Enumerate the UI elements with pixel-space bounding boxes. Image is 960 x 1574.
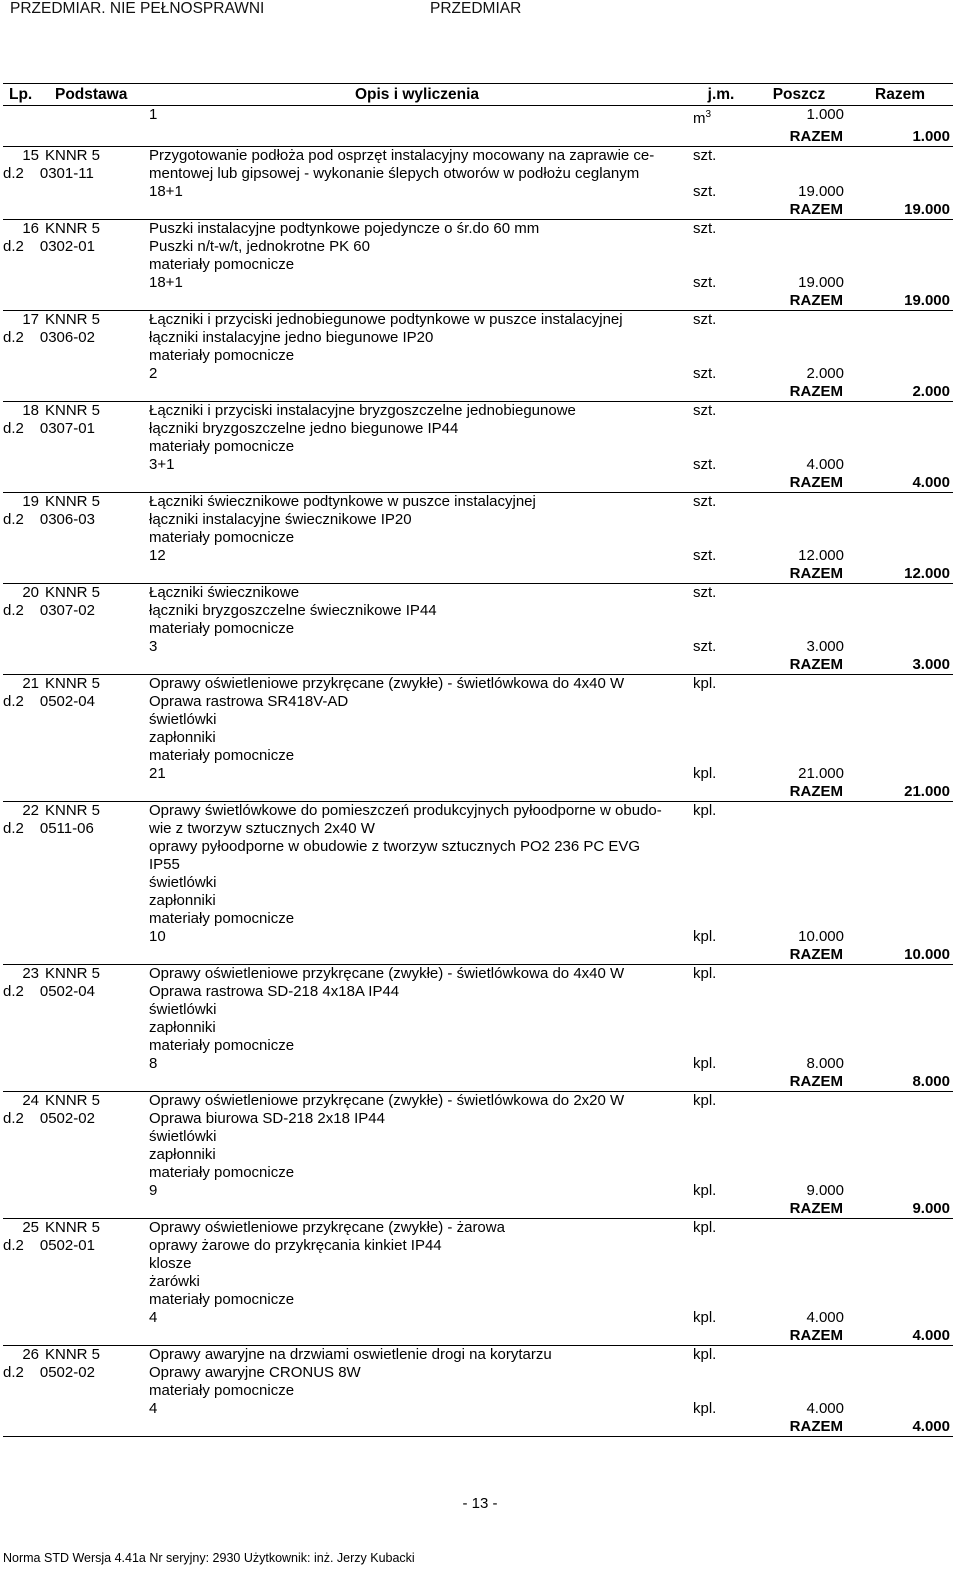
item-description: Oprawy awaryjne CRONUS 8W	[149, 1364, 361, 1381]
item-description: Oprawy świetlówkowe do pomieszczeń produkcyjnych pyłoodporne w obudo-	[149, 802, 662, 819]
item-total-row	[3, 383, 953, 402]
razem-value: 4.000	[847, 1327, 953, 1346]
item-basis: KNNR 5	[45, 147, 101, 164]
item-formula: 9	[149, 1182, 158, 1199]
item-basis: KNNR 5	[45, 1092, 101, 1109]
item-calc-row	[3, 765, 953, 783]
item-calc-value: 21.000	[798, 765, 844, 782]
item-row	[3, 675, 953, 694]
item-unit: szt.	[693, 311, 717, 328]
item-calc-value: 12.000	[798, 547, 844, 564]
item-basis	[3, 1364, 143, 1382]
item-calc-value: 3.000	[806, 638, 844, 655]
item-description: materiały pomocnicze	[149, 529, 295, 546]
carryover-formula: 1	[149, 106, 158, 123]
razem-label: RAZEM	[751, 383, 847, 402]
table-header-row	[3, 84, 953, 106]
item-description: Oprawy awaryjne na drzwiami oswietlenie drogi na korytarzu	[149, 1346, 552, 1363]
item-description: materiały pomocnicze	[149, 1382, 295, 1399]
item-unit: szt.	[693, 402, 717, 419]
razem-value: 3.000	[847, 656, 953, 675]
item-row	[3, 802, 953, 821]
item-calc-unit: szt.	[693, 456, 717, 473]
item-total-row	[3, 946, 953, 965]
page-number: - 13 -	[462, 1495, 498, 1512]
item-calc-unit: kpl.	[693, 928, 717, 945]
item-basis: KNNR 5	[45, 493, 101, 510]
col-podstawa: Podstawa	[43, 84, 143, 106]
item-description: zapłonniki	[149, 729, 216, 746]
item-desc-row	[3, 347, 953, 365]
item-total-row	[3, 1200, 953, 1219]
item-calc-row	[3, 1400, 953, 1418]
item-description: oprawy pyłoodporne w obudowie z tworzyw sztucznych PO2 236 PC EVG	[149, 838, 641, 855]
item-desc-row	[3, 1364, 953, 1382]
item-description: Łączniki i przyciski instalacyjne bryzgoszczelne jednobiegunowe	[149, 402, 576, 419]
item-description: materiały pomocnicze	[149, 1164, 295, 1181]
item-desc-row	[3, 1128, 953, 1146]
razem-value: 19.000	[847, 292, 953, 311]
document-subtitle: PRZEDMIAR	[430, 0, 522, 17]
item-desc-row	[3, 438, 953, 456]
item-desc-row	[3, 1273, 953, 1291]
item-lp: 25	[22, 1219, 39, 1236]
item-description: zapłonniki	[149, 1146, 216, 1163]
item-description: świetlówki	[149, 1128, 217, 1145]
item-calc-row	[3, 183, 953, 201]
item-description: materiały pomocnicze	[149, 256, 295, 273]
item-calc-value: 4.000	[806, 1309, 844, 1326]
item-total-row	[3, 474, 953, 493]
item-description: żarówki	[149, 1273, 200, 1290]
item-lp: 15	[22, 147, 39, 164]
item-basis	[3, 329, 143, 347]
item-desc-row	[3, 420, 953, 438]
item-calc-value: 4.000	[806, 456, 844, 473]
item-calc-row	[3, 274, 953, 292]
basis-code: 0307-02	[39, 602, 95, 619]
footer-note: Norma STD Wersja 4.41a Nr seryjny: 2930 Użytkownik: inż. Jerzy Kubacki	[3, 1551, 415, 1565]
item-lp: 18	[22, 402, 39, 419]
item-total-row	[3, 292, 953, 311]
item-basis: KNNR 5	[45, 402, 101, 419]
item-total-row	[3, 1073, 953, 1092]
item-row	[3, 1219, 953, 1238]
item-basis	[3, 820, 143, 838]
item-basis	[3, 602, 143, 620]
item-calc-value: 8.000	[806, 1055, 844, 1072]
item-basis: KNNR 5	[45, 675, 101, 692]
unit-exponent: 3	[705, 109, 712, 120]
item-desc-row	[3, 165, 953, 183]
razem-label: RAZEM	[751, 565, 847, 584]
item-description: klosze	[149, 1255, 192, 1272]
item-calc-unit: kpl.	[693, 1309, 717, 1326]
item-description: Puszki n/t-w/t, jednokrotne PK 60	[149, 238, 370, 255]
item-lp: 16	[22, 220, 39, 237]
razem-label: RAZEM	[751, 1327, 847, 1346]
item-description: materiały pomocnicze	[149, 1037, 295, 1054]
item-desc-row	[3, 983, 953, 1001]
item-description: materiały pomocnicze	[149, 1291, 295, 1308]
item-desc-row	[3, 747, 953, 765]
item-formula: 10	[149, 928, 166, 945]
basis-code: 0502-04	[39, 983, 95, 1000]
item-desc-row	[3, 856, 953, 874]
item-lp: 17	[22, 311, 39, 328]
col-jm: j.m.	[691, 84, 751, 106]
item-unit: kpl.	[693, 965, 717, 982]
item-basis	[3, 420, 143, 438]
carryover-row	[3, 106, 953, 129]
razem-label: RAZEM	[751, 656, 847, 675]
item-total-row	[3, 1418, 953, 1437]
item-formula: 18+1	[149, 183, 183, 200]
item-description: Oprawa biurowa SD-218 2x18 IP44	[149, 1110, 385, 1127]
item-description: Puszki instalacyjne podtynkowe pojedyncze o śr.do 60 mm	[149, 220, 540, 237]
item-total-row	[3, 1327, 953, 1346]
col-opis: Opis i wyliczenia	[143, 84, 691, 106]
item-desc-row	[3, 329, 953, 347]
basis-chapter: d.2	[3, 238, 24, 255]
item-formula: 8	[149, 1055, 158, 1072]
item-desc-row	[3, 256, 953, 274]
item-calc-value: 4.000	[806, 1400, 844, 1417]
item-description: materiały pomocnicze	[149, 747, 295, 764]
item-unit: kpl.	[693, 1346, 717, 1363]
basis-code: 0502-02	[39, 1110, 95, 1127]
item-basis: KNNR 5	[45, 311, 101, 328]
item-calc-row	[3, 1309, 953, 1327]
item-desc-row	[3, 511, 953, 529]
razem-value: 8.000	[847, 1073, 953, 1092]
item-basis	[3, 983, 143, 1001]
razem-value: 10.000	[847, 946, 953, 965]
item-desc-row	[3, 1146, 953, 1164]
item-basis	[3, 238, 143, 256]
item-desc-row	[3, 529, 953, 547]
item-desc-row	[3, 1237, 953, 1255]
razem-value: 2.000	[847, 383, 953, 402]
razem-value: 4.000	[847, 474, 953, 493]
item-desc-row	[3, 693, 953, 711]
item-basis	[3, 1110, 143, 1128]
basis-chapter: d.2	[3, 983, 24, 1000]
item-description: Oprawy oświetleniowe przykręcane (zwykłe) - żarowa	[149, 1219, 505, 1236]
razem-label: RAZEM	[751, 474, 847, 493]
item-calc-row	[3, 365, 953, 383]
item-description: materiały pomocnicze	[149, 438, 295, 455]
item-description: materiały pomocnicze	[149, 347, 295, 364]
basis-chapter: d.2	[3, 1237, 24, 1254]
item-calc-unit: szt.	[693, 365, 717, 382]
item-formula: 21	[149, 765, 166, 782]
item-description: Oprawa rastrowa SR418V-AD	[149, 693, 349, 710]
item-calc-value: 19.000	[798, 274, 844, 291]
item-lp: 21	[22, 675, 39, 692]
basis-chapter: d.2	[3, 329, 24, 346]
carryover-unit-text: $m^3$	[693, 109, 712, 127]
basis-code: 0301-11	[39, 165, 94, 182]
item-basis: KNNR 5	[45, 1219, 101, 1236]
item-formula: 4	[149, 1309, 158, 1326]
basis-chapter: d.2	[3, 1364, 24, 1381]
item-desc-row	[3, 1382, 953, 1400]
item-formula: 3	[149, 638, 158, 655]
razem-value: 12.000	[847, 565, 953, 584]
item-description: łączniki instalacyjne jedno biegunowe IP20	[149, 329, 434, 346]
item-row	[3, 311, 953, 330]
item-description: świetlówki	[149, 1001, 217, 1018]
basis-chapter: d.2	[3, 420, 24, 437]
razem-label: RAZEM	[751, 783, 847, 802]
item-formula: 18+1	[149, 274, 183, 291]
razem-label: RAZEM	[751, 292, 847, 311]
item-row	[3, 1092, 953, 1111]
item-row	[3, 147, 953, 166]
item-description: łączniki bryzgoszczelne jedno biegunowe IP44	[149, 420, 459, 437]
basis-code: 0306-03	[39, 511, 95, 528]
item-basis: KNNR 5	[45, 965, 101, 982]
basis-code: 0502-02	[39, 1364, 95, 1381]
basis-chapter: d.2	[3, 1110, 24, 1127]
basis-code: 0511-06	[39, 820, 94, 837]
item-desc-row	[3, 1037, 953, 1055]
item-calc-unit: szt.	[693, 274, 717, 291]
item-desc-row	[3, 1164, 953, 1182]
item-unit: szt.	[693, 220, 717, 237]
item-desc-row	[3, 910, 953, 928]
item-calc-unit: kpl.	[693, 1055, 717, 1072]
item-row	[3, 584, 953, 603]
razem-value: 1.000	[847, 128, 953, 147]
item-unit: szt.	[693, 493, 717, 510]
item-calc-row	[3, 1182, 953, 1200]
item-basis: KNNR 5	[45, 1346, 101, 1363]
item-description: łączniki bryzgoszczelne świecznikowe IP44	[149, 602, 437, 619]
item-description: materiały pomocnicze	[149, 620, 295, 637]
item-desc-row	[3, 892, 953, 910]
table-body	[3, 106, 953, 1437]
estimate-table	[3, 83, 953, 1437]
item-unit: kpl.	[693, 675, 717, 692]
document-title: PRZEDMIAR. NIE PEŁNOSPRAWNI	[10, 0, 265, 17]
col-poszcz: Poszcz	[751, 84, 847, 106]
item-total-row	[3, 201, 953, 220]
basis-chapter: d.2	[3, 602, 24, 619]
item-calc-unit: kpl.	[693, 1400, 717, 1417]
item-calc-unit: szt.	[693, 638, 717, 655]
item-description: łączniki instalacyjne świecznikowe IP20	[149, 511, 412, 528]
item-row	[3, 402, 953, 421]
item-lp: 26	[22, 1346, 39, 1363]
item-row	[3, 220, 953, 239]
item-lp: 19	[22, 493, 39, 510]
item-description: zapłonniki	[149, 1019, 216, 1036]
item-formula: 3+1	[149, 456, 175, 473]
col-razem: Razem	[847, 84, 953, 106]
carryover-total-row	[3, 128, 953, 147]
item-formula: 2	[149, 365, 158, 382]
item-calc-row	[3, 547, 953, 565]
item-desc-row	[3, 620, 953, 638]
item-description: Łączniki i przyciski jednobiegunowe podtynkowe w puszce instalacyjnej	[149, 311, 623, 328]
razem-label: RAZEM	[751, 128, 847, 147]
item-unit: kpl.	[693, 1219, 717, 1236]
item-calc-unit: szt.	[693, 183, 717, 200]
item-basis	[3, 511, 143, 529]
item-desc-row	[3, 602, 953, 620]
item-basis: KNNR 5	[45, 584, 101, 601]
razem-label: RAZEM	[751, 1418, 847, 1437]
razem-label: RAZEM	[751, 1200, 847, 1219]
basis-code: 0306-02	[39, 329, 95, 346]
item-calc-row	[3, 456, 953, 474]
razem-label: RAZEM	[751, 1073, 847, 1092]
item-description: materiały pomocnicze	[149, 910, 295, 927]
item-calc-value: 19.000	[798, 183, 844, 200]
item-total-row	[3, 565, 953, 584]
item-calc-row	[3, 1055, 953, 1073]
item-total-row	[3, 656, 953, 675]
item-lp: 22	[22, 802, 39, 819]
item-calc-row	[3, 638, 953, 656]
item-calc-value: 10.000	[798, 928, 844, 945]
item-row	[3, 1346, 953, 1365]
item-basis: KNNR 5	[45, 220, 101, 237]
item-description: oprawy żarowe do przykręcania kinkiet IP44	[149, 1237, 442, 1254]
item-unit: kpl.	[693, 1092, 717, 1109]
item-unit: kpl.	[693, 802, 717, 819]
col-lp: Lp.	[3, 84, 43, 106]
carryover-value: 1.000	[806, 106, 844, 123]
item-desc-row	[3, 838, 953, 856]
item-description: mentowej lub gipsowej - wykonanie ślepych otworów w podłożu ceglanym	[149, 165, 640, 182]
basis-code: 0502-04	[39, 693, 95, 710]
item-description: Łączniki świecznikowe	[149, 584, 300, 601]
item-calc-value: 9.000	[806, 1182, 844, 1199]
item-description: Oprawy oświetleniowe przykręcane (zwykłe) - świetlówkowa do 4x40 W	[149, 965, 625, 982]
item-description: zapłonniki	[149, 892, 216, 909]
item-calc-row	[3, 928, 953, 946]
item-description: Oprawy oświetleniowe przykręcane (zwykłe) - świetlówkowa do 4x40 W	[149, 675, 625, 692]
item-calc-unit: szt.	[693, 547, 717, 564]
basis-code: 0302-01	[39, 238, 95, 255]
item-total-row	[3, 783, 953, 802]
razem-label: RAZEM	[751, 201, 847, 220]
item-calc-unit: kpl.	[693, 765, 717, 782]
item-desc-row	[3, 1019, 953, 1037]
item-lp: 23	[22, 965, 39, 982]
basis-code: 0307-01	[39, 420, 95, 437]
item-basis	[3, 1237, 143, 1255]
basis-chapter: d.2	[3, 693, 24, 710]
item-desc-row	[3, 729, 953, 747]
item-formula: 4	[149, 1400, 158, 1417]
basis-chapter: d.2	[3, 165, 24, 182]
item-desc-row	[3, 1291, 953, 1309]
item-desc-row	[3, 1110, 953, 1128]
item-description: wie z tworzyw sztucznych 2x40 W	[149, 820, 375, 837]
basis-chapter: d.2	[3, 820, 24, 837]
basis-code: 0502-01	[39, 1237, 95, 1254]
razem-value: 4.000	[847, 1418, 953, 1437]
razem-value: 9.000	[847, 1200, 953, 1219]
item-desc-row	[3, 711, 953, 729]
item-calc-unit: kpl.	[693, 1182, 717, 1199]
razem-value: 21.000	[847, 783, 953, 802]
item-desc-row	[3, 874, 953, 892]
item-unit: szt.	[693, 584, 717, 601]
item-basis: KNNR 5	[45, 802, 101, 819]
item-desc-row	[3, 1001, 953, 1019]
item-lp: 20	[22, 584, 39, 601]
item-description: IP55	[149, 856, 180, 873]
item-description: Oprawy oświetleniowe przykręcane (zwykłe) - świetlówkowa do 2x20 W	[149, 1092, 625, 1109]
item-description: świetlówki	[149, 711, 217, 728]
item-row	[3, 965, 953, 984]
item-basis	[3, 165, 143, 183]
item-desc-row	[3, 238, 953, 256]
item-description: Łączniki świecznikowe podtynkowe w puszce instalacyjnej	[149, 493, 536, 510]
razem-label: RAZEM	[751, 946, 847, 965]
item-desc-row	[3, 1255, 953, 1273]
item-unit: szt.	[693, 147, 717, 164]
item-description: świetlówki	[149, 874, 217, 891]
item-calc-value: 2.000	[806, 365, 844, 382]
item-lp: 24	[22, 1092, 39, 1109]
item-basis	[3, 693, 143, 711]
carryover-unit	[691, 106, 751, 129]
item-formula: 12	[149, 547, 166, 564]
item-description: Przygotowanie podłoża pod osprzęt instalacyjny mocowany na zaprawie ce-	[149, 147, 655, 164]
item-desc-row	[3, 820, 953, 838]
basis-chapter: d.2	[3, 511, 24, 528]
razem-value: 19.000	[847, 201, 953, 220]
item-row	[3, 493, 953, 512]
item-description: Oprawa rastrowa SD-218 4x18A IP44	[149, 983, 400, 1000]
